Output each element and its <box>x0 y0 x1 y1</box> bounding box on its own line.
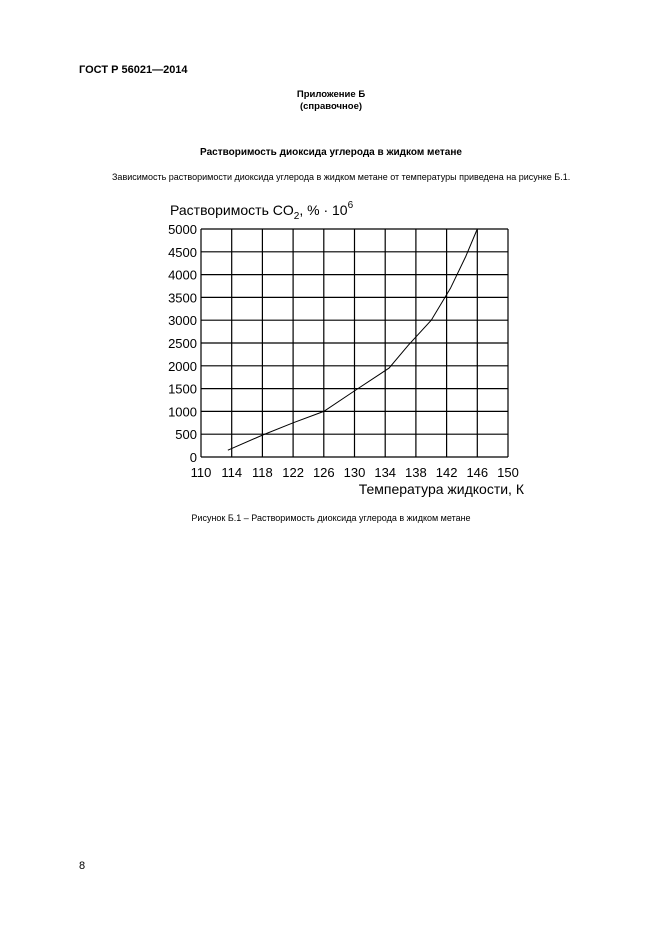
y-tick-label: 2000 <box>168 358 197 374</box>
chart-xlabel: Температура жидкости, К <box>358 481 524 497</box>
x-tick-labels <box>191 465 519 480</box>
y-tick-labels <box>168 222 197 465</box>
x-tick-label: 114 <box>221 465 243 480</box>
figure-caption: Рисунок Б.1 – Растворимость диоксида углерода в жидком метане <box>191 513 471 523</box>
x-tick-label: 122 <box>282 465 304 480</box>
x-tick-label: 118 <box>252 465 273 480</box>
y-tick-label: 0 <box>189 450 197 465</box>
y-tick-label: 4000 <box>168 267 197 283</box>
document-code: ГОСТ Р 56021—2014 <box>79 64 188 76</box>
x-tick-label: 138 <box>405 465 427 480</box>
y-tick-label: 2500 <box>168 336 197 351</box>
x-tick-label: 126 <box>312 465 335 480</box>
x-tick-label: 150 <box>497 465 519 480</box>
chart-ylabel <box>170 200 354 222</box>
x-tick-label: 110 <box>190 465 212 480</box>
series-line <box>228 229 477 450</box>
y-tick-label: 1000 <box>168 404 197 420</box>
y-tick-label: 4500 <box>168 244 197 260</box>
appendix-subtitle: (справочное) <box>299 101 363 112</box>
section-title: Растворимость диоксида углерода в жидком метане <box>200 147 462 158</box>
y-tick-label: 3500 <box>168 290 197 306</box>
y-tick-label: 1500 <box>168 381 197 397</box>
x-tick-label: 142 <box>435 465 458 480</box>
chart-series <box>228 229 477 450</box>
ylabel-main: Растворимость CO <box>170 202 294 218</box>
page-number: 8 <box>79 860 86 872</box>
ylabel-sup: 6 <box>347 200 354 211</box>
y-tick-label: 5000 <box>168 222 197 237</box>
appendix-title: Приложение Б <box>296 89 366 100</box>
y-tick-label: 500 <box>175 427 197 443</box>
ylabel-sub: 2 <box>293 211 300 222</box>
solubility-chart <box>150 192 540 502</box>
y-tick-label: 3000 <box>168 313 197 329</box>
x-tick-label: 146 <box>466 465 489 480</box>
x-tick-label: 130 <box>343 465 366 480</box>
ylabel-tail: , % · 10 <box>299 202 348 218</box>
x-tick-label: 134 <box>374 465 397 480</box>
body-paragraph: Зависимость растворимости диоксида углерода в жидком метане от температуры приведена на рисунке Б.1. <box>112 172 571 182</box>
